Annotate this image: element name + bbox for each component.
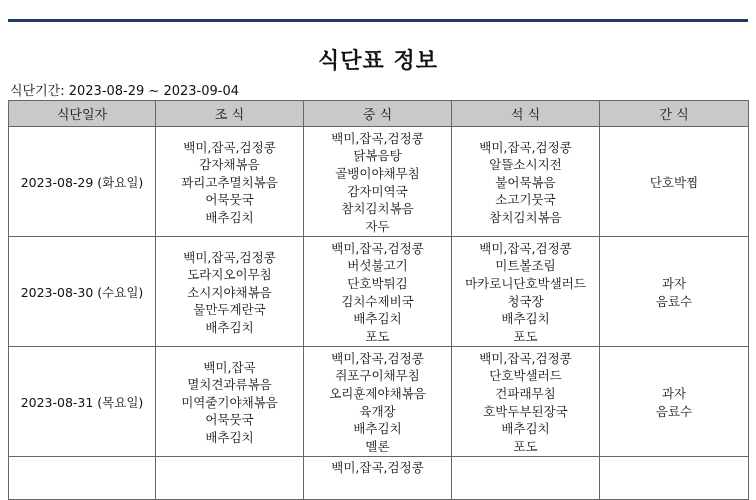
menu-item: 백미,잡곡,검정콩 (479, 240, 572, 256)
menu-item: 과자 (661, 275, 687, 291)
menu-item: 골뱅이야채무침 (335, 165, 420, 181)
breakfast-cell (156, 237, 304, 347)
menu-item: 닭볶음탕 (353, 148, 402, 164)
menu-item: 어묵뭇국 (205, 192, 254, 208)
lunch-cell (304, 347, 452, 457)
snack-cell (600, 237, 749, 347)
menu-item: 멸치견과류볶음 (187, 377, 272, 393)
menu-item: 알뜰소시지전 (489, 157, 562, 173)
menu-item: 감자미역국 (347, 183, 408, 199)
breakfast-cell (156, 347, 304, 457)
menu-item: 포도 (513, 438, 538, 454)
menu-item: 백미,잡곡,검정콩 (479, 350, 572, 366)
menu-item: 포도 (513, 328, 538, 344)
date-cell: 2023-08-31 (목요일) (9, 347, 156, 457)
menu-item: 도라지오이무침 (187, 267, 272, 283)
col-header-date: 식단일자 (9, 101, 156, 127)
menu-item: 음료수 (655, 293, 693, 309)
menu-item: 배추김치 (353, 311, 402, 327)
col-header-dinner: 석 식 (452, 101, 600, 127)
col-header-lunch: 중 식 (304, 101, 452, 127)
menu-item: 배추김치 (501, 311, 550, 327)
menu-item: 포도 (365, 328, 390, 344)
menu-item: 단호박찜 (649, 174, 699, 190)
snack-cell (600, 347, 749, 457)
breakfast-cell (156, 457, 304, 500)
lunch-cell (304, 457, 452, 500)
table-row (9, 347, 749, 457)
menu-item: 소고기뭇국 (495, 192, 556, 208)
table-row (9, 457, 749, 500)
menu-item: 백미,잡곡,검정콩 (183, 139, 276, 155)
meal-table (8, 100, 749, 500)
lunch-cell (304, 127, 452, 237)
menu-item: 배추김치 (353, 421, 402, 437)
menu-item: 배추김치 (205, 209, 254, 225)
menu-item: 백미,잡곡,검정콩 (331, 350, 424, 366)
menu-item: 육개장 (359, 403, 396, 419)
menu-item: 청국장 (507, 293, 544, 309)
menu-item: 김치수제비국 (341, 293, 414, 309)
menu-item: 백미,잡곡 (203, 359, 256, 375)
menu-item: 감자채볶음 (199, 157, 260, 173)
menu-item: 건파래무침 (495, 385, 556, 401)
table-header-row (9, 101, 749, 127)
menu-item: 음료수 (655, 403, 693, 419)
date-cell: 2023-08-29 (화요일) (9, 127, 156, 237)
menu-item: 배추김치 (205, 319, 254, 335)
menu-item: 자두 (365, 218, 390, 234)
menu-item: 백미,잡곡,검정콩 (331, 240, 424, 256)
date-cell: 2023-08-30 (수요일) (9, 237, 156, 347)
top-divider (8, 19, 748, 22)
menu-item: 배추김치 (501, 421, 550, 437)
menu-item: 백미,잡곡,검정콩 (331, 130, 424, 146)
menu-item: 오리훈제야채볶음 (329, 385, 426, 401)
snack-cell (600, 127, 749, 237)
menu-item: 참치김치볶음 (489, 209, 562, 225)
menu-item: 단호박튀김 (347, 275, 408, 291)
date-cell (9, 457, 156, 500)
dinner-cell (452, 347, 600, 457)
menu-item: 꽈리고추멸치볶음 (181, 174, 278, 190)
col-header-snack: 간 식 (600, 101, 749, 127)
lunch-cell (304, 237, 452, 347)
snack-cell (600, 457, 749, 500)
menu-item: 호박두부된장국 (483, 403, 568, 419)
menu-item: 백미,잡곡,검정콩 (479, 139, 572, 155)
menu-item: 참치김치볶음 (341, 201, 414, 217)
breakfast-cell (156, 127, 304, 237)
menu-item: 버섯불고기 (347, 258, 408, 274)
dinner-cell (452, 457, 600, 500)
dinner-cell (452, 127, 600, 237)
dinner-cell (452, 237, 600, 347)
menu-item: 어묵뭇국 (205, 412, 254, 428)
meal-period: 식단기간: 2023-08-29 ~ 2023-09-04 (10, 84, 240, 99)
menu-item: 멜론 (365, 438, 390, 454)
menu-item: 과자 (661, 385, 687, 401)
menu-item: 미트볼조림 (495, 258, 556, 274)
menu-item: 불어묵볶음 (495, 174, 556, 190)
menu-item: 백미,잡곡,검정콩 (331, 460, 424, 475)
menu-item: 백미,잡곡,검정콩 (183, 249, 276, 265)
menu-item: 단호박샐러드 (489, 368, 562, 384)
menu-item: 소시지야채볶음 (187, 284, 272, 300)
menu-item: 물만두계란국 (193, 302, 266, 318)
table-row (9, 127, 749, 237)
col-header-breakfast: 조 식 (156, 101, 304, 127)
table-row (9, 237, 749, 347)
menu-item: 쥐포구이채무침 (335, 368, 420, 384)
menu-item: 미역줄기야채볶음 (181, 394, 278, 410)
menu-item: 마카로니단호박샐러드 (465, 275, 586, 291)
page-title: 식단표 정보 (318, 49, 438, 74)
menu-item: 배추김치 (205, 429, 254, 445)
